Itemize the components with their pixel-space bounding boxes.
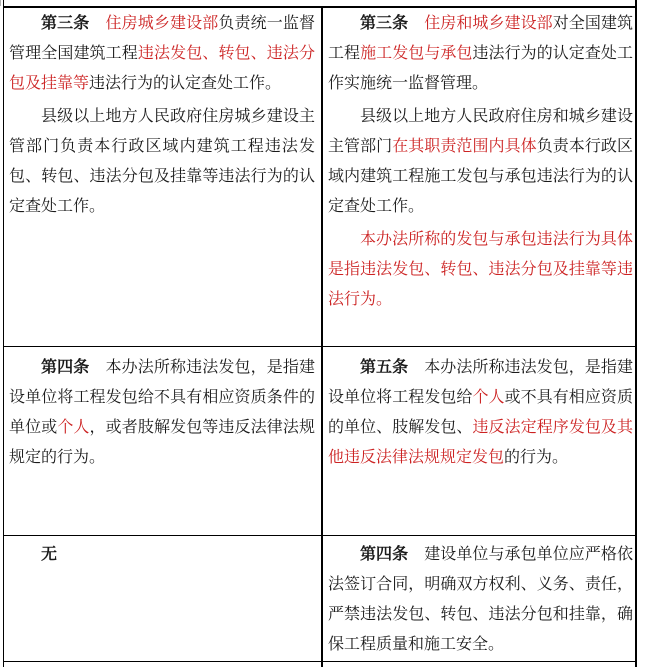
article-number-label: 第四条 xyxy=(41,359,90,376)
paragraph xyxy=(328,540,633,658)
table-border-right xyxy=(635,0,637,667)
text-run: 或不具有相应资质的单位、肢解发包、 xyxy=(328,389,633,436)
paragraph xyxy=(328,102,633,222)
text-run: 本办法所称违法发包，是指建设单位将工程发包给不具有相应资质条件的单位或 xyxy=(9,359,315,436)
table-row-divider-1 xyxy=(3,346,637,348)
paragraph xyxy=(328,353,633,473)
highlighted-text-run: 施工发包与承包 xyxy=(360,45,473,62)
article-number-label: 第三条 xyxy=(360,15,409,32)
table-cell-row2-right xyxy=(324,353,635,532)
text-run: 违法行为的认定查处工作。 xyxy=(89,75,282,92)
article-number-label: 第三条 xyxy=(41,15,90,32)
text-run: 本办法所称违法发包，是指建设单位将工程发包给 xyxy=(328,359,633,406)
table-border-top xyxy=(3,6,637,8)
paragraph xyxy=(9,353,315,473)
table-border-left xyxy=(3,0,5,667)
cropped-gridline-artifact xyxy=(0,0,1,6)
text-run xyxy=(89,359,105,376)
text-run: 违法行为的认定查处工作实施统一监督管理。 xyxy=(328,45,633,92)
table-cell-row2-left xyxy=(5,353,320,532)
paragraph xyxy=(9,9,315,99)
table-column-divider xyxy=(321,6,323,667)
highlighted-text-run: 违法发包、转包、违法分包及挂靠等 xyxy=(9,45,315,92)
table-cell-row3-right xyxy=(324,540,635,658)
article-number-label: 第四条 xyxy=(360,546,409,563)
text-run: 县级以上地方人民政府住房和城乡建设主管部门 xyxy=(328,108,633,155)
highlighted-text-run: 住房城乡建设部 xyxy=(105,15,219,32)
paragraph xyxy=(9,540,315,570)
article-number-label: 无 xyxy=(41,546,58,563)
text-run: 对全国建筑工程 xyxy=(328,15,633,62)
table-cell-row1-right xyxy=(324,9,635,343)
text-run xyxy=(408,359,424,376)
highlighted-text-run: 住房和城乡建设部 xyxy=(424,15,553,32)
table-cell-row3-left xyxy=(5,540,320,658)
text-run: 负责本行政区域内建筑工程施工发包与承包违法行为的认定查处工作。 xyxy=(328,138,633,215)
highlighted-text-run: 个人 xyxy=(472,389,505,406)
text-run: 县级以上地方人民政府住房城乡建设主管部门负责本行政区域内建筑工程违法发包、转包、违法分包及挂靠等违法行为的认定查处工作。 xyxy=(9,108,315,215)
highlighted-text-run: 在其职责范围内具体 xyxy=(392,138,537,155)
paragraph xyxy=(328,9,633,99)
text-run xyxy=(408,546,424,563)
paragraph xyxy=(328,225,633,315)
text-run xyxy=(408,15,424,32)
text-run: 建设单位与承包单位应严格依法签订合同，明确双方权利、义务、责任，严禁违法发包、转包、违法分包和挂靠，确保工程质量和施工安全。 xyxy=(328,546,633,653)
text-run: 负责统一监督管理全国建筑工程 xyxy=(9,15,315,62)
table-cell-row1-left xyxy=(5,9,320,343)
text-run: ，或者肢解发包等违反法律法规规定的行为。 xyxy=(9,419,315,466)
highlighted-text-run: 本办法所称的发包与承包违法行为具体是指违法发包、转包、违法分包及挂靠等违法行为。 xyxy=(328,231,633,308)
paragraph xyxy=(9,102,315,222)
table-row-divider-2 xyxy=(3,535,637,537)
table-row-divider-3 xyxy=(3,661,637,663)
highlighted-text-run: 个人 xyxy=(57,419,90,436)
text-run: 的行为。 xyxy=(504,449,569,466)
highlighted-text-run: 违反法定程序发包及其他违反法律法规规定发包 xyxy=(328,419,633,466)
article-number-label: 第五条 xyxy=(360,359,409,376)
text-run xyxy=(89,15,105,32)
